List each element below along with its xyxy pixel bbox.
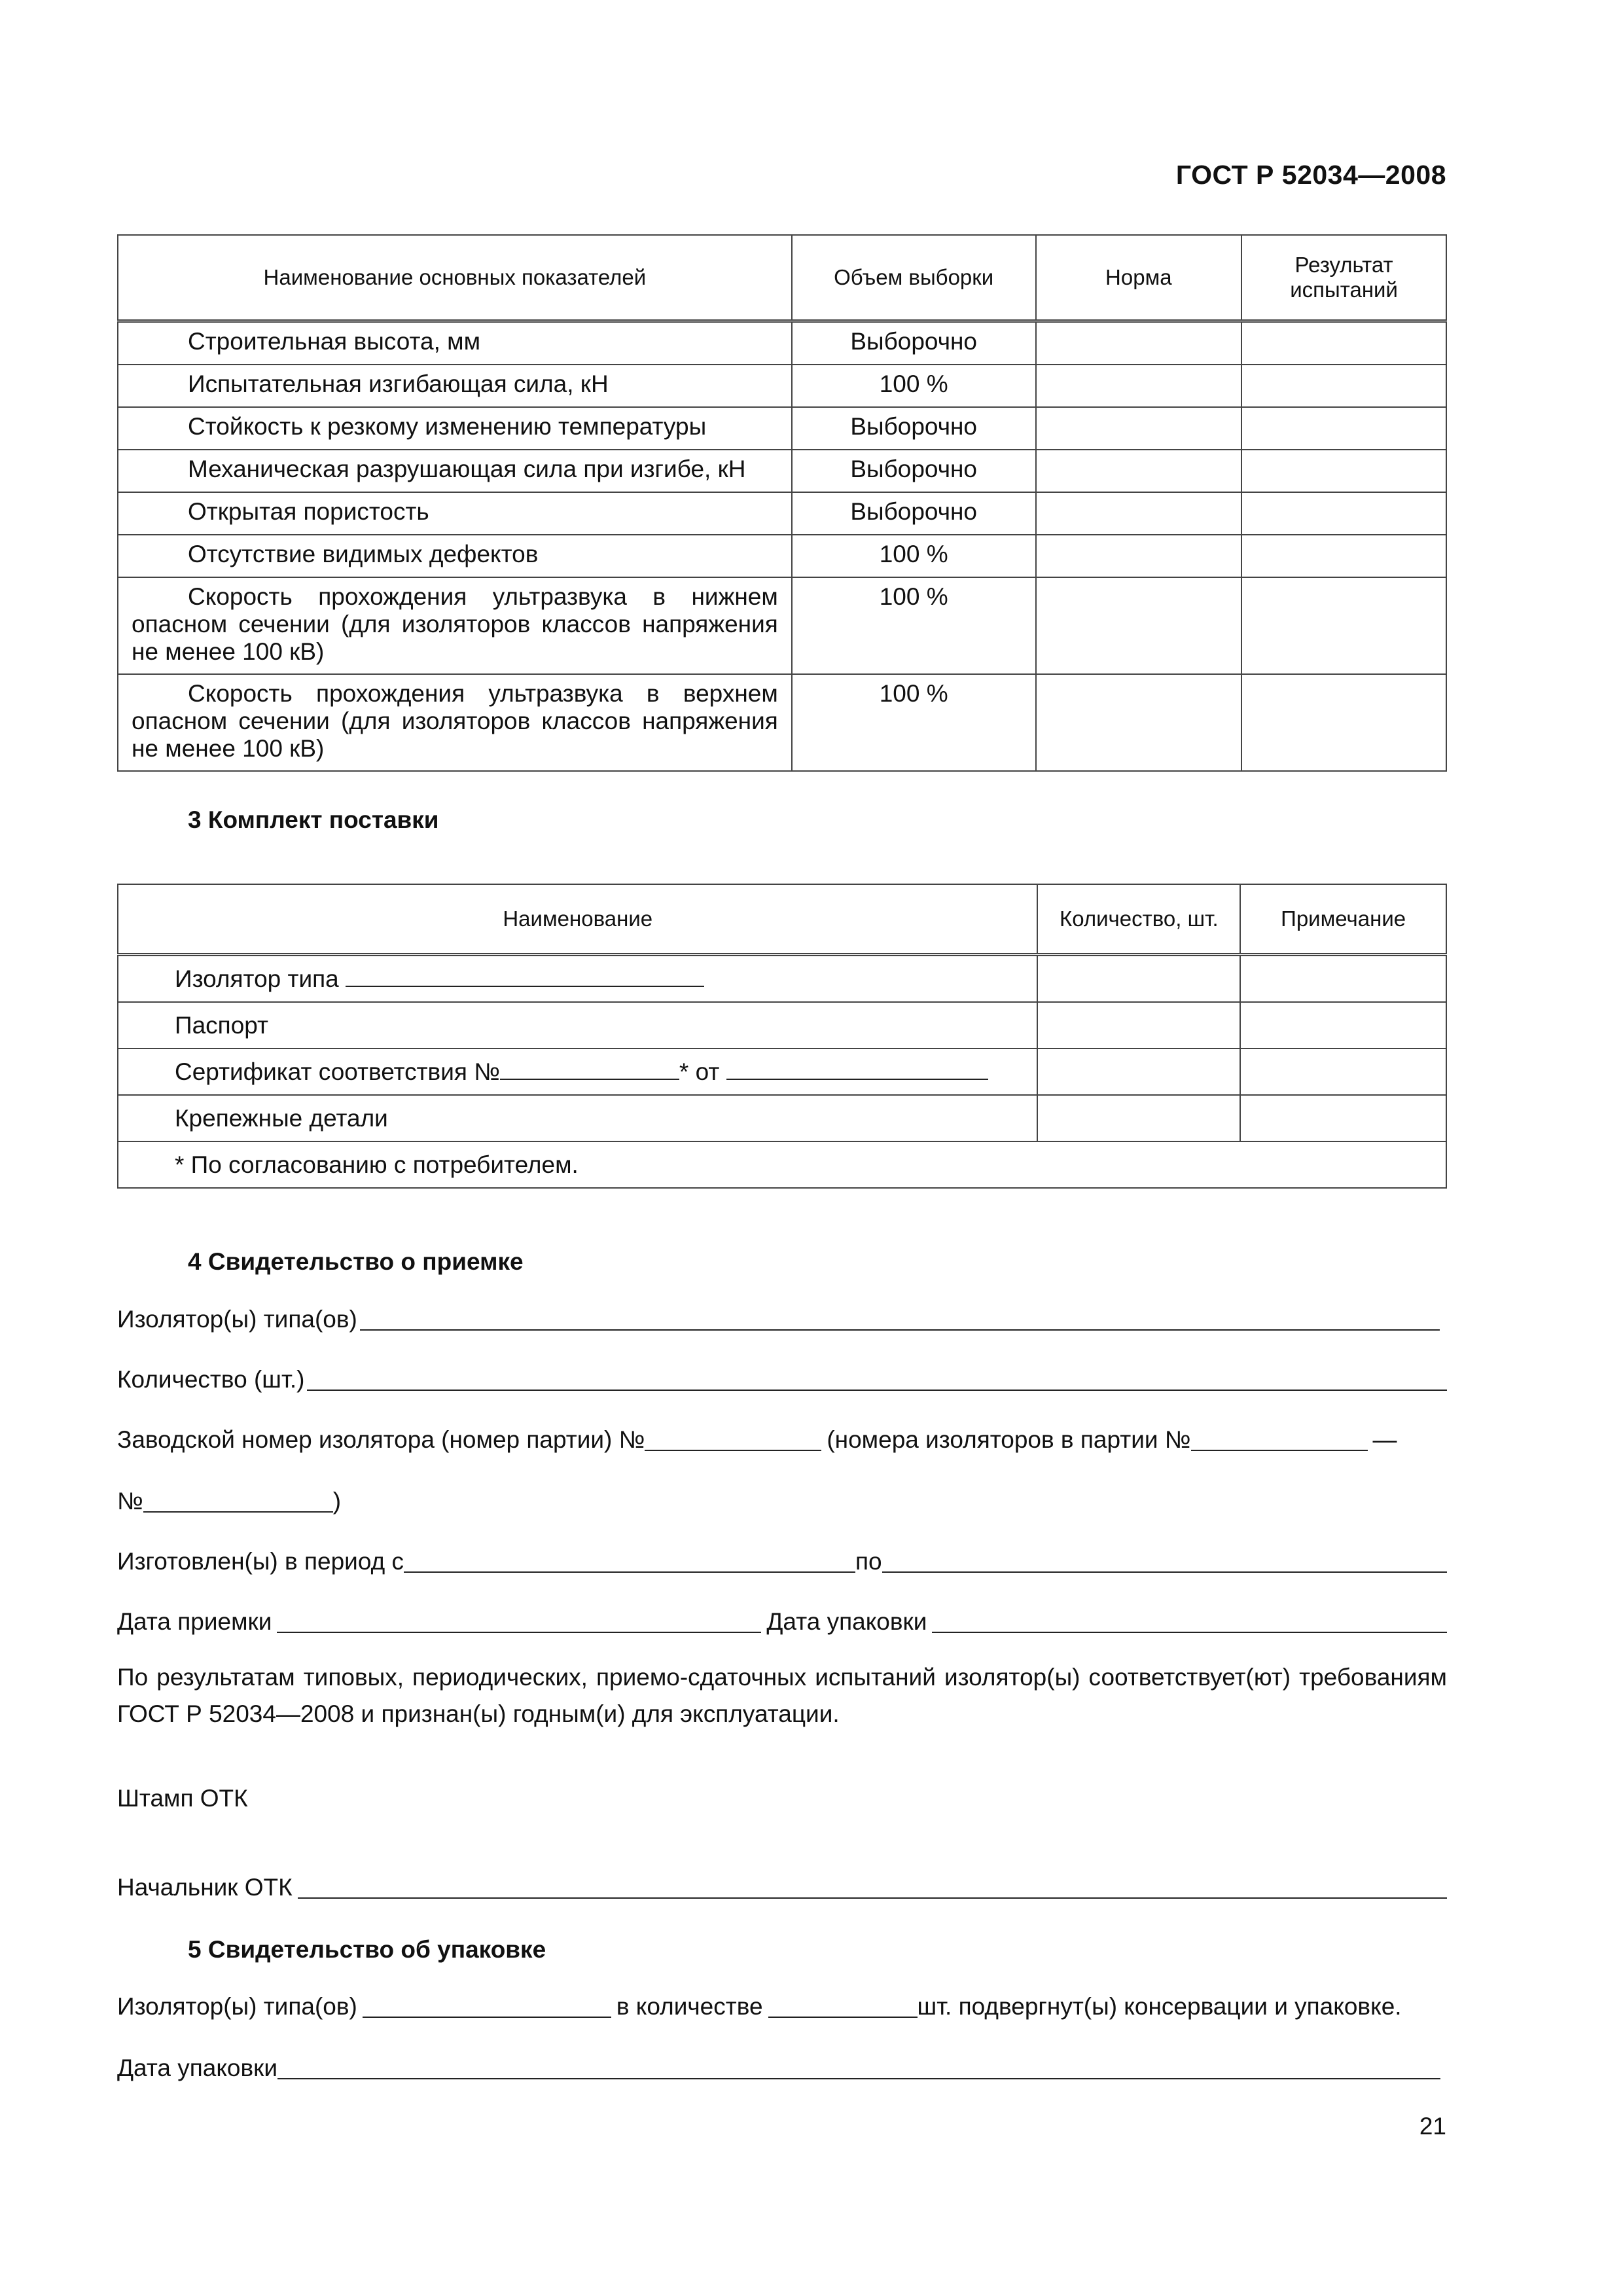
quantity-cell[interactable] — [1037, 1002, 1240, 1049]
col-header-norm: Норма — [1036, 235, 1242, 321]
item-insulator-type: Изолятор типа — [118, 955, 1037, 1003]
note-cell[interactable] — [1240, 1002, 1446, 1049]
packing-quantity-input[interactable] — [768, 1997, 918, 2018]
item-certificate: Сертификат соответствия № * от — [118, 1049, 1037, 1095]
table-row — [118, 450, 1446, 492]
col-header-note: Примечание — [1240, 884, 1446, 955]
sample-volume: Выборочно — [792, 321, 1036, 365]
sample-volume: 100 % — [792, 365, 1036, 407]
table-row — [118, 365, 1446, 407]
form-line-manufacture-period: Изготовлен(ы) в период с по — [117, 1548, 1450, 1575]
result-cell[interactable] — [1241, 321, 1446, 365]
indicator-name: Строительная высота, мм — [118, 321, 792, 365]
norm-cell[interactable] — [1036, 535, 1242, 577]
sample-volume: 100 % — [792, 535, 1036, 577]
item-fasteners: Крепежные детали — [118, 1095, 1037, 1141]
period-to-input[interactable] — [882, 1552, 1447, 1573]
sample-volume: 100 % — [792, 674, 1036, 771]
indicator-name: Механическая разрушающая сила при изгибе, кН — [118, 450, 792, 492]
col-header-quantity: Количество, шт. — [1037, 884, 1240, 955]
packing-date-field[interactable] — [277, 2058, 1440, 2079]
form-line-batch-to: № ) — [117, 1488, 342, 1515]
norm-cell[interactable] — [1036, 321, 1242, 365]
quantity-cell[interactable] — [1037, 955, 1240, 1003]
table-header-row — [118, 235, 1446, 321]
form-line-serial-number: Заводской номер изолятора (номер партии) № (номера изоляторов в партии № — — [117, 1426, 1397, 1453]
norm-cell[interactable] — [1036, 492, 1242, 535]
table-row — [118, 1049, 1446, 1095]
period-from-input[interactable] — [404, 1552, 855, 1573]
result-cell[interactable] — [1241, 674, 1446, 771]
col-header-test-result: Результат испытаний — [1241, 235, 1446, 321]
section-5-title: 5 Свидетельство об упаковке — [188, 1936, 546, 1963]
note-cell[interactable] — [1240, 1049, 1446, 1095]
norm-cell[interactable] — [1036, 674, 1242, 771]
delivery-set-table — [117, 884, 1447, 1189]
indicator-name: Открытая пористость — [118, 492, 792, 535]
stamp-label: Штамп ОТК — [117, 1785, 248, 1812]
result-cell[interactable] — [1241, 450, 1446, 492]
norm-cell[interactable] — [1036, 450, 1242, 492]
indicators-table — [117, 234, 1447, 772]
quantity-cell[interactable] — [1037, 1095, 1240, 1141]
quantity-input[interactable] — [307, 1370, 1447, 1391]
form-line-dates: Дата приемки Дата упаковки — [117, 1608, 1450, 1636]
col-header-indicator: Наименование основных показателей — [118, 235, 792, 321]
sample-volume: Выборочно — [792, 450, 1036, 492]
certificate-number-field[interactable] — [500, 1059, 679, 1080]
col-header-name: Наименование — [118, 884, 1037, 955]
chief-signature-input[interactable] — [298, 1878, 1447, 1899]
sample-volume: Выборочно — [792, 407, 1036, 450]
table-footnote: * По согласованию с потребителем. — [118, 1141, 1446, 1188]
indicator-name: Скорость прохождения ультразвука в нижнем опасном сечении (для изоляторов классов напряжения не менее 100 кВ) — [118, 577, 792, 674]
result-cell[interactable] — [1241, 407, 1446, 450]
result-cell[interactable] — [1241, 365, 1446, 407]
sample-volume: Выборочно — [792, 492, 1036, 535]
acceptance-statement: По результатам типовых, периодических, приемо-сдаточных испытаний изолятор(ы) соответствует(ют) требованиям ГОСТ Р 52034—2008 и признан(ы) годным(и) для эксплуатации. — [117, 1664, 1447, 1727]
batch-to-input[interactable] — [143, 1492, 333, 1513]
result-cell[interactable] — [1241, 535, 1446, 577]
form-line-insulator-type: Изолятор(ы) типа(ов) — [117, 1306, 1442, 1333]
form-line-packing-date: Дата упаковки — [117, 2054, 1443, 2082]
table-row — [118, 492, 1446, 535]
serial-number-input[interactable] — [645, 1430, 821, 1451]
insulator-type-input[interactable] — [360, 1310, 1440, 1331]
table-row — [118, 1002, 1446, 1049]
certificate-date-field[interactable] — [726, 1059, 988, 1080]
form-line-chief: Начальник ОТК — [117, 1874, 1450, 1901]
col-header-sample-volume: Объем выборки — [792, 235, 1036, 321]
note-cell[interactable] — [1240, 1095, 1446, 1141]
indicator-name: Испытательная изгибающая сила, кН — [118, 365, 792, 407]
acceptance-date-input[interactable] — [277, 1612, 761, 1633]
form-line-quantity: Количество (шт.) — [117, 1366, 1450, 1393]
table-row — [118, 535, 1446, 577]
sample-volume: 100 % — [792, 577, 1036, 674]
table-header-row — [118, 884, 1446, 955]
table-row — [118, 321, 1446, 365]
quantity-cell[interactable] — [1037, 1049, 1240, 1095]
packing-insulator-type-input[interactable] — [363, 1997, 611, 2018]
insulator-type-field[interactable] — [346, 966, 704, 987]
table-row — [118, 1095, 1446, 1141]
indicator-name: Стойкость к резкому изменению температуры — [118, 407, 792, 450]
indicator-name: Отсутствие видимых дефектов — [118, 535, 792, 577]
packing-date-input[interactable] — [932, 1612, 1447, 1633]
table-footnote-row — [118, 1141, 1446, 1188]
norm-cell[interactable] — [1036, 365, 1242, 407]
batch-from-input[interactable] — [1191, 1430, 1368, 1451]
note-cell[interactable] — [1240, 955, 1446, 1003]
standard-code: ГОСТ Р 52034—2008 — [1175, 160, 1446, 190]
norm-cell[interactable] — [1036, 407, 1242, 450]
result-cell[interactable] — [1241, 492, 1446, 535]
indicator-name: Скорость прохождения ультразвука в верхнем опасном сечении (для изоляторов классов напряжения не менее 100 кВ) — [118, 674, 792, 771]
form-line-packing: Изолятор(ы) типа(ов) в количестве шт. подвергнут(ы) консервации и упаковке. — [117, 1993, 1402, 2020]
page-number: 21 — [1419, 2113, 1446, 2140]
section-3-title: 3 Комплект поставки — [188, 806, 439, 833]
table-row — [118, 955, 1446, 1003]
item-passport: Паспорт — [118, 1002, 1037, 1049]
norm-cell[interactable] — [1036, 577, 1242, 674]
section-4-title: 4 Свидетельство о приемке — [188, 1248, 524, 1275]
result-cell[interactable] — [1241, 577, 1446, 674]
table-row — [118, 674, 1446, 771]
table-row — [118, 407, 1446, 450]
table-row — [118, 577, 1446, 674]
